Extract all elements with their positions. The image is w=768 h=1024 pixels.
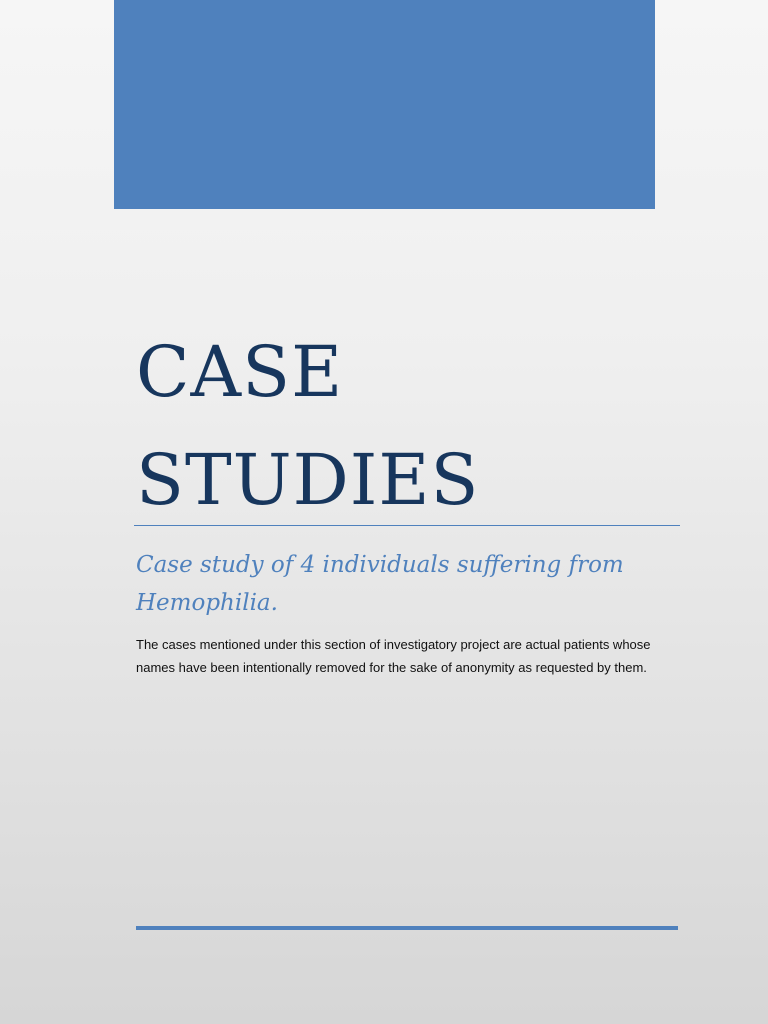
header-color-block (114, 0, 655, 209)
title-line-studies: STUDIES (136, 439, 480, 521)
title-divider (134, 525, 680, 526)
footer-divider (136, 926, 678, 930)
document-subtitle: Case study of 4 individuals suffering from Hemophilia. (136, 552, 624, 616)
title-line-case: CASE (136, 331, 344, 413)
document-description: The cases mentioned under this section of investigatory project are actual patients whose names have been intentionally removed for the sake of anonymity as requested by them. (136, 637, 651, 675)
document-title (136, 318, 696, 534)
